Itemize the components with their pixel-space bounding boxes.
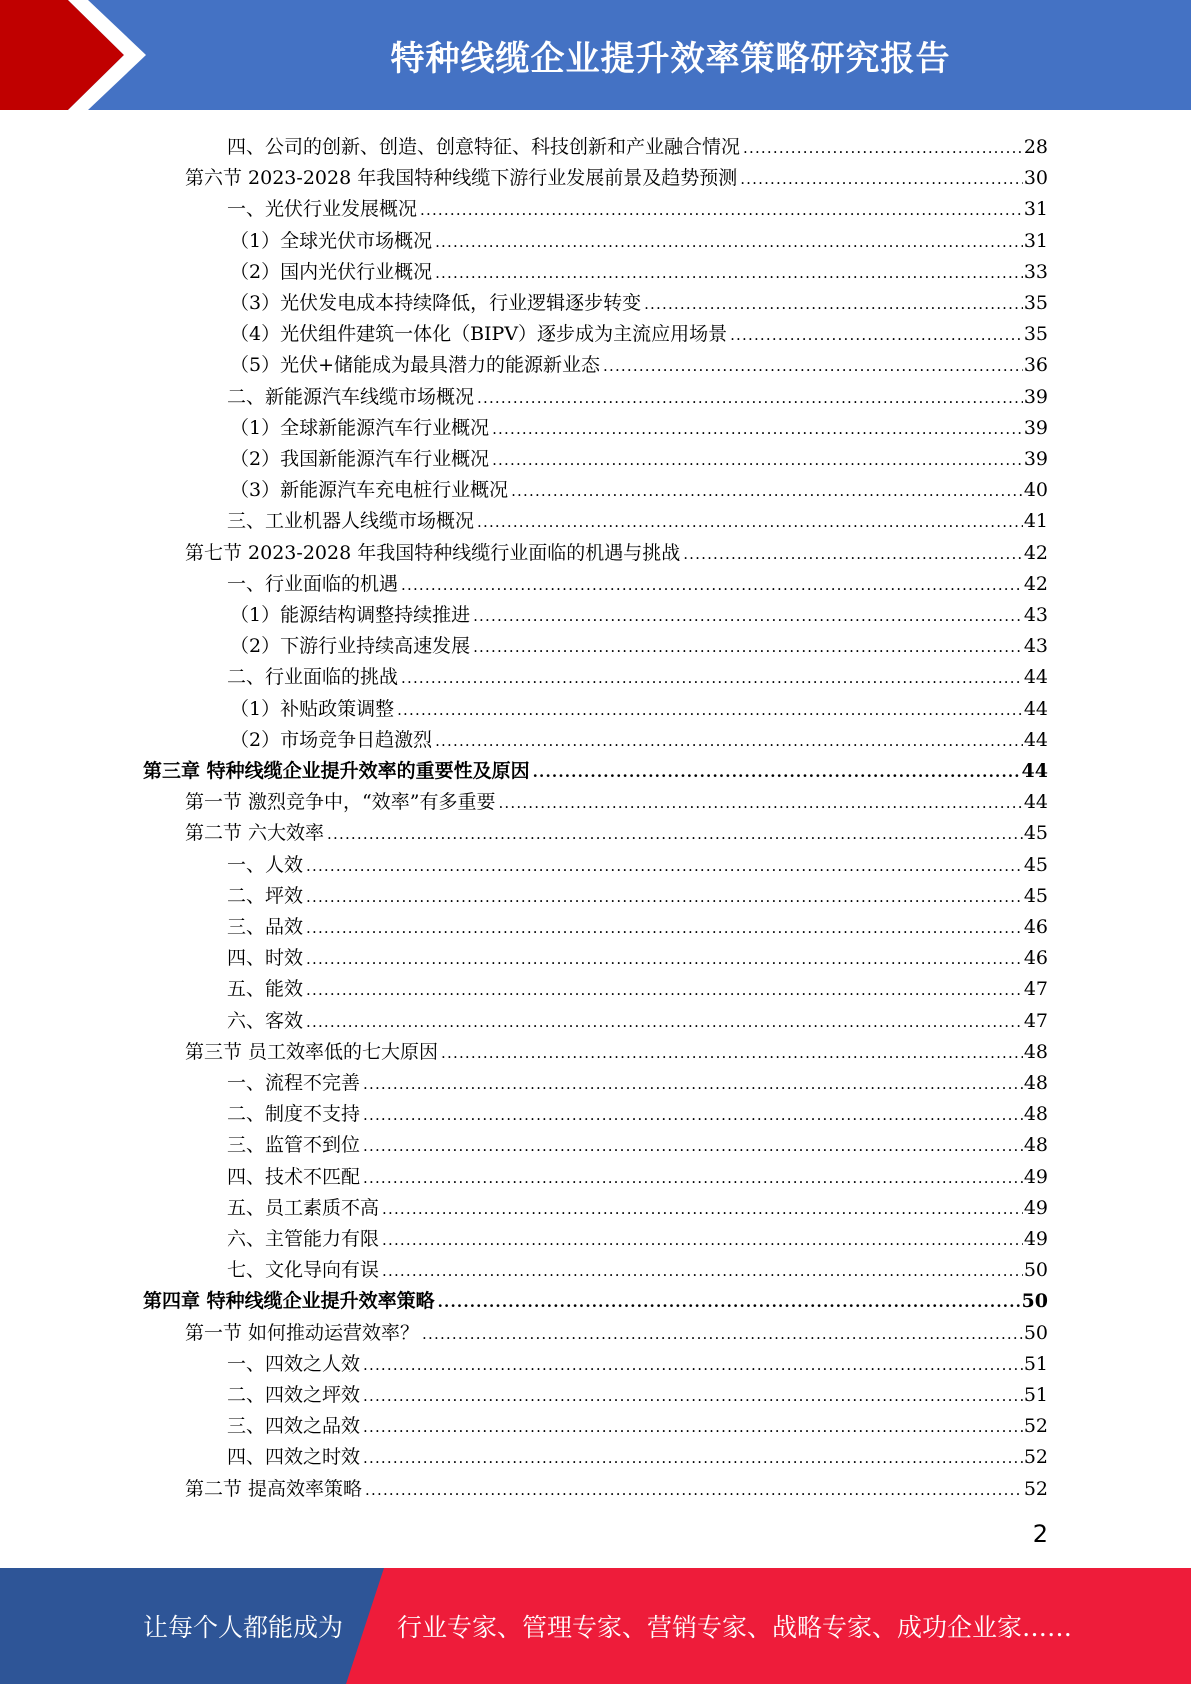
toc-dot-leader <box>511 480 1023 502</box>
toc-entry-label: 第一节 激烈竞争中，“效率”有多重要 <box>185 791 496 814</box>
toc-entry-label: 二、坪效 <box>227 884 304 907</box>
toc-entry-page: 44 <box>1023 697 1048 720</box>
toc-subsection-entry[interactable] <box>227 846 1048 877</box>
toc-entry-label: 四、公司的创新、创造、创意特征、科技创新和产业融合情况 <box>227 136 741 158</box>
toc-entry-page: 52 <box>1023 1446 1048 1469</box>
toc-entry-label: 一、流程不完善 <box>227 1072 361 1094</box>
toc-dot-leader <box>382 1260 1023 1282</box>
page-number: 2 <box>1032 1520 1048 1548</box>
toc-dot-leader <box>492 449 1023 471</box>
toc-section-entry[interactable] <box>185 814 1048 845</box>
footer-slogan-left: 让每个人都能成为 <box>143 1613 344 1642</box>
toc-section-entry[interactable] <box>185 1314 1048 1345</box>
red-chevron-decoration <box>0 0 160 110</box>
toc-subsection-entry[interactable] <box>230 222 1048 253</box>
toc-dot-leader <box>306 1011 1023 1033</box>
toc-subsection-entry[interactable] <box>230 721 1048 752</box>
toc-dot-leader <box>401 574 1023 596</box>
toc-dot-leader <box>603 355 1023 377</box>
toc-subsection-entry[interactable] <box>230 471 1048 502</box>
toc-entry-label: 四、四效之时效 <box>227 1446 361 1469</box>
toc-entry-page: 49 <box>1023 1228 1048 1250</box>
toc-entry-page: 50 <box>1023 1321 1048 1344</box>
toc-dot-leader <box>435 730 1023 752</box>
report-title: 特种线缆企业提升效率策略研究报告 <box>390 38 951 79</box>
toc-entry-page: 47 <box>1023 978 1048 1001</box>
toc-entry-label: （3）新能源汽车充电桩行业概况 <box>230 479 509 502</box>
toc-entry-label: 第三节 员工效率低的七大原因 <box>185 1040 439 1063</box>
toc-dot-leader <box>473 605 1023 627</box>
toc-subsection-entry[interactable] <box>227 877 1048 908</box>
toc-entry-label: 第三章 特种线缆企业提升效率的重要性及原因 <box>143 760 530 782</box>
toc-subsection-entry[interactable] <box>227 1002 1048 1033</box>
toc-entry-label: 二、四效之坪效 <box>227 1384 361 1406</box>
toc-subsection-entry[interactable] <box>227 1095 1048 1126</box>
toc-entry-label: 五、员工素质不高 <box>227 1196 380 1219</box>
toc-dot-leader <box>306 855 1023 877</box>
toc-dot-leader <box>363 1354 1023 1376</box>
toc-subsection-entry[interactable] <box>227 1220 1048 1251</box>
toc-entry-label: 第四章 特种线缆企业提升效率策略 <box>143 1290 435 1313</box>
toc-subsection-entry[interactable] <box>227 939 1048 970</box>
toc-entry-page: 30 <box>1023 167 1048 190</box>
toc-entry-label: （5）光伏+储能成为最具潜力的能源新业态 <box>230 354 601 377</box>
toc-dot-leader <box>743 137 1023 159</box>
toc-entry-label: （2）市场竞争日趋激烈 <box>230 728 433 751</box>
toc-entry-label: 三、品效 <box>227 916 304 938</box>
toc-entry-page: 31 <box>1023 198 1048 221</box>
toc-entry-page: 44 <box>1023 666 1048 689</box>
toc-section-entry[interactable] <box>185 1033 1048 1064</box>
toc-entry-page: 48 <box>1023 1072 1048 1094</box>
toc-section-entry[interactable] <box>185 534 1048 565</box>
toc-entry-label: 三、监管不到位 <box>227 1134 361 1157</box>
toc-dot-leader <box>683 543 1023 565</box>
toc-entry-page: 49 <box>1023 1196 1048 1219</box>
toc-entry-page: 28 <box>1023 136 1048 158</box>
toc-entry-page: 46 <box>1023 916 1048 938</box>
toc-entry-page: 44 <box>1023 791 1048 814</box>
toc-entry-page: 33 <box>1023 260 1048 283</box>
toc-entry-label: 一、行业面临的机遇 <box>227 572 399 595</box>
toc-entry-label: 四、时效 <box>227 947 304 970</box>
toc-subsection-entry[interactable] <box>230 690 1048 721</box>
toc-dot-leader <box>306 886 1023 908</box>
toc-entry-page: 31 <box>1023 229 1048 252</box>
toc-subsection-entry[interactable] <box>227 658 1048 689</box>
toc-dot-leader <box>420 199 1023 221</box>
toc-entry-page: 42 <box>1023 541 1048 564</box>
page-footer <box>0 1568 1191 1684</box>
toc-dot-leader <box>740 168 1023 190</box>
toc-entry-page: 36 <box>1023 354 1048 377</box>
toc-dot-leader <box>382 1198 1023 1220</box>
toc-subsection-entry[interactable] <box>227 1376 1048 1407</box>
toc-entry-label: 二、行业面临的挑战 <box>227 666 399 689</box>
toc-entry-page: 49 <box>1023 1165 1048 1188</box>
toc-entry-label: （3）光伏发电成本持续降低，行业逻辑逐步转变 <box>230 292 642 314</box>
toc-entry-label: 六、客效 <box>227 1009 304 1032</box>
toc-dot-leader <box>306 979 1023 1001</box>
toc-entry-page: 51 <box>1023 1352 1048 1375</box>
toc-entry-label: 二、制度不支持 <box>227 1103 361 1126</box>
toc-entry-label: 五、能效 <box>227 978 304 1001</box>
footer-slogan-right: 行业专家、管理专家、营销专家、战略专家、成功企业家…… <box>397 1613 1073 1642</box>
toc-entry-label: （2）下游行业持续高速发展 <box>230 635 471 658</box>
toc-entry-page: 48 <box>1023 1134 1048 1157</box>
toc-entry-page: 46 <box>1023 947 1048 970</box>
toc-chapter-entry[interactable] <box>143 1282 1048 1313</box>
toc-dot-leader <box>306 917 1023 939</box>
toc-section-entry[interactable] <box>185 783 1048 814</box>
toc-entry-page: 51 <box>1023 1384 1048 1406</box>
toc-dot-leader <box>477 511 1023 533</box>
toc-subsection-entry[interactable] <box>227 1064 1048 1095</box>
toc-subsection-entry[interactable] <box>230 596 1048 627</box>
toc-subsection-entry[interactable] <box>227 502 1048 533</box>
toc-dot-leader <box>363 1416 1023 1438</box>
toc-dot-leader <box>397 699 1023 721</box>
toc-entry-page: 48 <box>1023 1040 1048 1063</box>
toc-entry-label: （2）国内光伏行业概况 <box>230 260 433 283</box>
toc-dot-leader <box>422 1323 1023 1345</box>
toc-subsection-entry[interactable] <box>227 1158 1048 1189</box>
toc-entry-page: 43 <box>1023 635 1048 658</box>
toc-entry-page: 52 <box>1023 1477 1048 1500</box>
toc-entry-label: 二、新能源汽车线缆市场概况 <box>227 385 475 408</box>
toc-entry-page: 42 <box>1023 572 1048 595</box>
toc-subsection-entry[interactable] <box>227 1438 1048 1469</box>
toc-dot-leader <box>730 324 1023 346</box>
toc-subsection-entry[interactable] <box>230 409 1048 440</box>
toc-dot-leader <box>644 293 1023 315</box>
toc-subsection-entry[interactable] <box>227 378 1048 409</box>
toc-entry-page: 44 <box>1023 728 1048 751</box>
toc-entry-page: 45 <box>1023 853 1048 876</box>
toc-entry-label: 七、文化导向有误 <box>227 1259 380 1282</box>
toc-subsection-entry[interactable] <box>227 1345 1048 1376</box>
toc-entry-label: 三、工业机器人线缆市场概况 <box>227 510 475 533</box>
toc-dot-leader <box>401 667 1023 689</box>
toc-entry-page: 52 <box>1023 1415 1048 1438</box>
toc-subsection-entry[interactable] <box>230 315 1048 346</box>
toc-entry-page: 40 <box>1023 479 1048 502</box>
toc-dot-leader <box>435 231 1023 253</box>
toc-dot-leader <box>363 1447 1023 1469</box>
toc-dot-leader <box>363 1104 1023 1126</box>
page-header <box>0 0 1191 110</box>
toc-entry-label: （1）全球光伏市场概况 <box>230 229 433 252</box>
toc-entry-label: 第七节 2023-2028 年我国特种线缆行业面临的机遇与挑战 <box>185 541 681 564</box>
toc-dot-leader <box>363 1135 1023 1157</box>
toc-entry-page: 50 <box>1023 1259 1048 1282</box>
toc-subsection-entry[interactable] <box>227 1407 1048 1438</box>
toc-entry-label: 三、四效之品效 <box>227 1415 361 1438</box>
toc-dot-leader <box>498 792 1022 814</box>
toc-dot-leader <box>382 1229 1023 1251</box>
toc-entry-label: 第六节 2023-2028 年我国特种线缆下游行业发展前景及趋势预测 <box>185 167 738 190</box>
toc-entry-label: 第一节 如何推动运营效率？ <box>185 1321 420 1344</box>
toc-entry-page: 41 <box>1023 510 1048 533</box>
toc-entry-label: 第二节 提高效率策略 <box>185 1477 363 1500</box>
toc-section-entry[interactable] <box>185 1470 1048 1501</box>
toc-dot-leader <box>477 387 1023 409</box>
toc-dot-leader <box>365 1479 1023 1501</box>
toc-section-entry[interactable] <box>185 159 1048 190</box>
toc-entry-label: 六、主管能力有限 <box>227 1228 380 1250</box>
toc-dot-leader <box>363 1385 1023 1407</box>
toc-dot-leader <box>435 262 1023 284</box>
toc-subsection-entry[interactable] <box>230 346 1048 377</box>
toc-subsection-entry[interactable] <box>227 970 1048 1001</box>
toc-entry-label: （2）我国新能源汽车行业概况 <box>230 448 490 470</box>
toc-dot-leader <box>441 1042 1023 1064</box>
toc-entry-label: 一、光伏行业发展概况 <box>227 198 418 221</box>
toc-dot-leader <box>438 1291 1021 1313</box>
toc-subsection-entry[interactable] <box>227 190 1048 221</box>
toc-dot-leader <box>492 418 1023 440</box>
toc-dot-leader <box>363 1073 1023 1095</box>
toc-entry-page: 45 <box>1023 822 1048 845</box>
toc-entry-page: 39 <box>1023 448 1048 470</box>
toc-dot-leader <box>533 761 1021 783</box>
toc-subsection-entry[interactable] <box>230 440 1048 471</box>
toc-entry-label: （1）补贴政策调整 <box>230 697 395 720</box>
toc-subsection-entry[interactable] <box>230 627 1048 658</box>
toc-entry-page: 43 <box>1023 604 1048 626</box>
toc-chapter-entry[interactable] <box>143 752 1048 783</box>
toc-entry-page: 39 <box>1023 416 1048 439</box>
toc-subsection-entry[interactable] <box>227 1126 1048 1157</box>
toc-entry-page: 39 <box>1023 385 1048 408</box>
toc-entry-page: 47 <box>1023 1009 1048 1032</box>
toc-subsection-entry[interactable] <box>230 284 1048 315</box>
toc-entry-page: 50 <box>1021 1290 1048 1313</box>
toc-dot-leader <box>306 948 1023 970</box>
toc-subsection-entry[interactable] <box>227 1251 1048 1282</box>
toc-entry-page: 35 <box>1023 323 1048 346</box>
toc-entry-label: 一、四效之人效 <box>227 1352 361 1375</box>
toc-entry-page: 44 <box>1021 760 1048 782</box>
toc-entry-page: 35 <box>1023 292 1048 314</box>
toc-entry-label: （1）全球新能源汽车行业概况 <box>230 416 490 439</box>
toc-subsection-entry[interactable] <box>230 253 1048 284</box>
toc-dot-leader <box>327 823 1023 845</box>
toc-subsection-entry[interactable] <box>227 565 1048 596</box>
toc-subsection-entry[interactable] <box>227 1189 1048 1220</box>
toc-entry-page: 45 <box>1023 884 1048 907</box>
toc-subsection-entry[interactable] <box>227 908 1048 939</box>
toc-entry-page: 48 <box>1023 1103 1048 1126</box>
toc-subsection-entry[interactable] <box>227 128 1048 159</box>
toc-entry-label: （4）光伏组件建筑一体化（BIPV）逐步成为主流应用场景 <box>230 323 728 346</box>
toc-entry-label: 第二节 六大效率 <box>185 822 325 845</box>
toc-entry-label: 一、人效 <box>227 853 304 876</box>
toc-entry-label: 四、技术不匹配 <box>227 1165 361 1188</box>
toc-entry-label: （1）能源结构调整持续推进 <box>230 604 471 626</box>
toc-dot-leader <box>363 1167 1023 1189</box>
toc-dot-leader <box>473 636 1023 658</box>
